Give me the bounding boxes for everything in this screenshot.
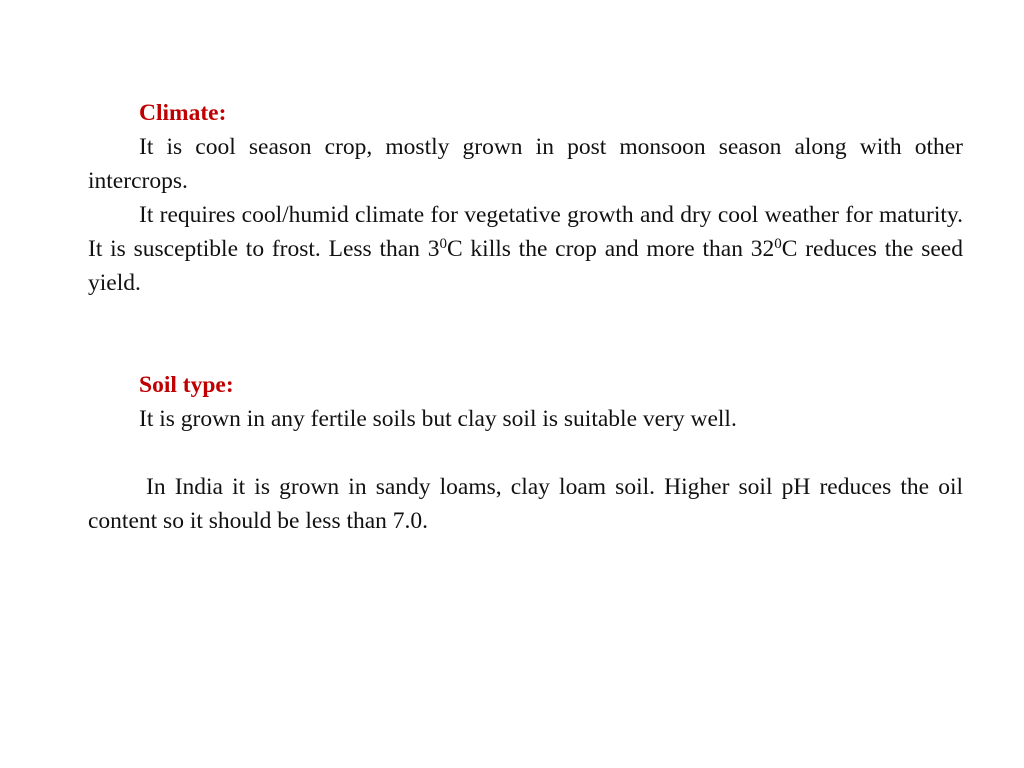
climate-heading: Climate:: [139, 100, 227, 126]
degree-superscript-1: 0: [439, 236, 447, 252]
paragraph-spacer: [88, 436, 963, 470]
degree-superscript-2: 0: [774, 236, 782, 252]
climate-paragraph-2-text-b: C kills the crop and more than 32: [446, 236, 775, 262]
climate-paragraph-2-text-a: It requires cool/humid climate for vegetative growth and dry cool weather for maturity. It is susceptible to frost. Less than 3: [88, 202, 963, 262]
climate-paragraph-1: It is cool season crop, mostly grown in post monsoon season along with other intercrops.: [88, 134, 963, 194]
climate-paragraph-2: [88, 198, 963, 300]
climate-paragraph-2-text-c: C reduces the seed yield.: [88, 236, 963, 296]
soil-paragraph-2: In India it is grown in sandy loams, clay loam soil. Higher soil pH reduces the oil content so it should be less than 7.0.: [88, 474, 963, 534]
section-spacer: [88, 300, 963, 368]
slide-content: [88, 96, 963, 538]
soil-heading: Soil type:: [139, 372, 234, 398]
soil-paragraph-1: It is grown in any fertile soils but clay soil is suitable very well.: [139, 406, 737, 432]
